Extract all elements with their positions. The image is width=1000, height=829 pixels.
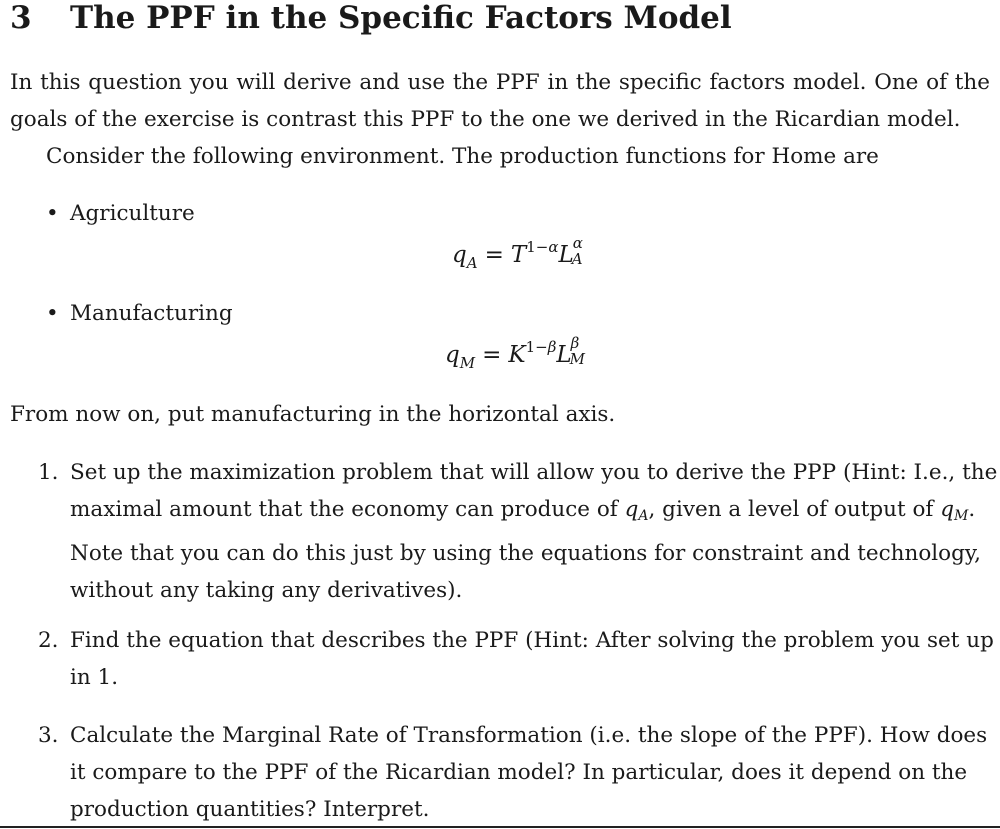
environment-paragraph: Consider the following environment. The production functions for Home are bbox=[46, 144, 879, 169]
question-line: production quantities? Interpret. bbox=[70, 797, 430, 822]
question-line: Set up the maximization problem that will allow you to derive the PPP (Hint: I.e., the bbox=[70, 460, 998, 485]
question-line: it compare to the PPF of the Ricardian model? In particular, does it depend on the bbox=[70, 760, 968, 785]
question-text: maximal amount that the economy can produce of bbox=[70, 497, 618, 522]
section-heading bbox=[10, 0, 732, 36]
question-body bbox=[70, 622, 994, 696]
bullet-label: Agriculture bbox=[70, 201, 195, 226]
question-line: in 1. bbox=[70, 665, 119, 690]
intro-paragraph: In this question you will derive and use the PPF in the specific factors model. One of the goals of the exercise is contrast this PPF to the one we derived in the Ricardian model. bbox=[10, 70, 990, 132]
question-number: 2. bbox=[38, 628, 59, 653]
bullet-label: Manufacturing bbox=[70, 301, 233, 326]
section-title: The PPF in the Specific Factors Model bbox=[70, 0, 732, 36]
bullet-dot: • bbox=[46, 201, 59, 226]
question-line: without any taking any derivatives). bbox=[70, 578, 463, 603]
question-number: 3. bbox=[38, 723, 59, 748]
question-line: Find the equation that describes the PPF (Hint: After solving the problem you set up bbox=[70, 628, 994, 653]
math-qA: qA bbox=[624, 497, 649, 524]
question-line: Note that you can do this just by using the equations for constraint and technology, bbox=[70, 541, 981, 566]
question-number: 1. bbox=[38, 460, 59, 485]
agriculture-production-equation: $q_A = T^{1-\alpha}L$ α A bbox=[452, 234, 583, 272]
axis-instruction: From now on, put manufacturing in the horizontal axis. bbox=[10, 402, 616, 427]
question-body bbox=[70, 454, 998, 609]
bullet-manufacturing bbox=[46, 295, 233, 332]
question-line: Calculate the Marginal Rate of Transformation (i.e. the slope of the PPF). How does bbox=[70, 723, 988, 748]
question-body bbox=[70, 717, 988, 828]
math-qM: qM bbox=[940, 497, 969, 524]
bullet-dot: • bbox=[46, 301, 59, 326]
manufacturing-production-equation: $q_M = K^{1-\beta}L$ β M bbox=[445, 334, 585, 372]
bottom-rule bbox=[0, 826, 1000, 828]
bullet-agriculture bbox=[46, 195, 195, 232]
question-line: maximal amount that the economy can produce of qA, given a level of output of qM. bbox=[70, 497, 976, 524]
question-text: , given a level of output of bbox=[648, 497, 934, 522]
section-number: 3 bbox=[10, 0, 32, 36]
